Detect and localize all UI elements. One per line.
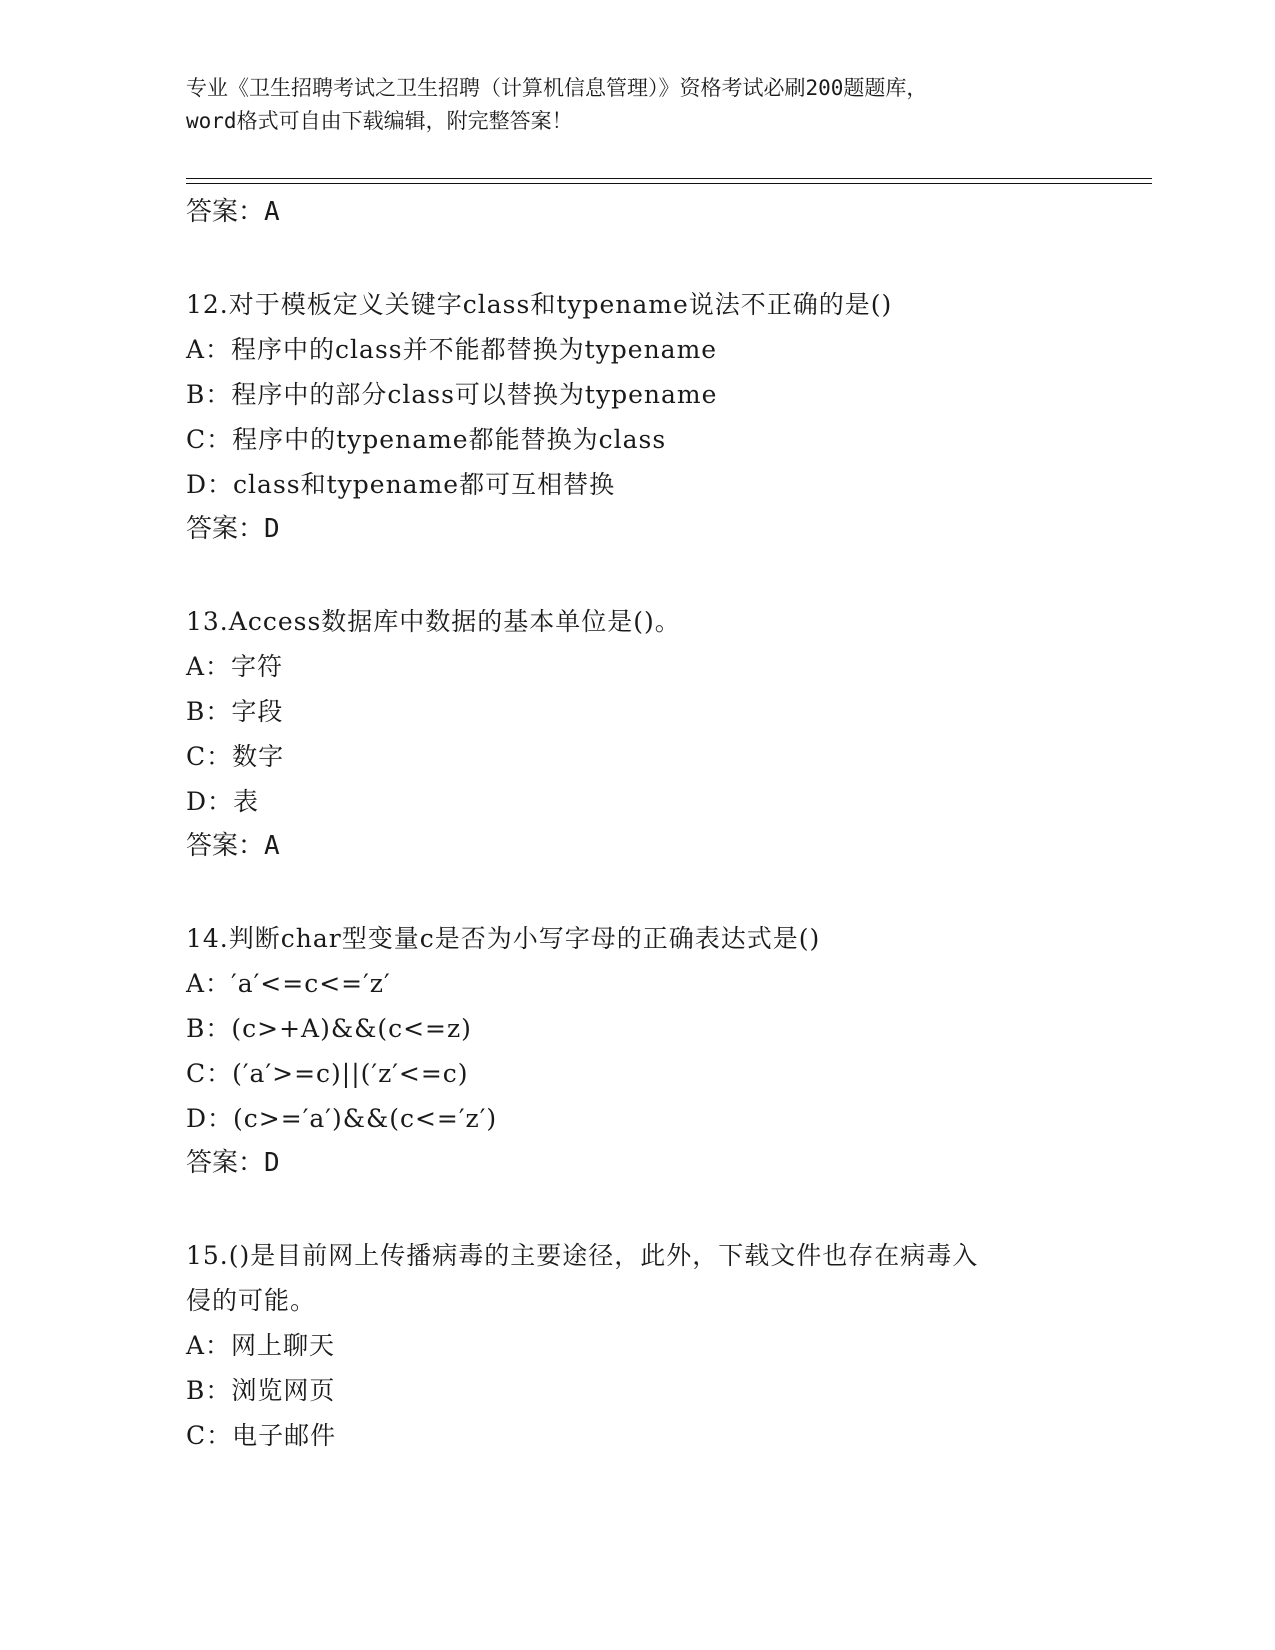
question-14 [186, 916, 1146, 1186]
option-c: C：数字 [186, 742, 285, 771]
question-12 [186, 282, 1146, 552]
previous-answer: 答案：A [186, 197, 280, 227]
option-d: D：(c>=′a′)&&(c<=′z′) [186, 1104, 498, 1133]
header-divider-bottom [186, 183, 1152, 184]
document-header [186, 72, 1106, 138]
option-a: A：字符 [186, 652, 284, 681]
option-c: C：程序中的typename都能替换为class [186, 425, 667, 454]
question-stem: 13.Access数据库中数据的基本单位是()。 [186, 607, 681, 636]
header-divider-top [186, 178, 1152, 179]
option-c: C：(′a′>=c)||(′z′<=c) [186, 1059, 469, 1088]
question-stem: 12.对于模板定义关键字class和typename说法不正确的是() [186, 290, 893, 319]
header-line-1: 专业《卫生招聘考试之卫生招聘（计算机信息管理）》资格考试必刷200题题库， [186, 76, 928, 100]
option-a: A：网上聊天 [186, 1331, 336, 1360]
option-b: B：字段 [186, 697, 284, 726]
question-stem: 14.判断char型变量c是否为小写字母的正确表达式是() [186, 924, 821, 953]
option-a: A：程序中的class并不能都替换为typename [186, 335, 718, 364]
option-d: D：表 [186, 787, 260, 816]
question-list [186, 190, 1146, 1458]
option-c: C：电子邮件 [186, 1421, 337, 1450]
answer: 答案：D [186, 514, 280, 544]
answer: 答案：D [186, 1148, 280, 1178]
header-line-2: word格式可自由下载编辑，附完整答案！ [186, 109, 573, 133]
option-d: D：class和typename都可互相替换 [186, 470, 616, 499]
option-b: B：程序中的部分class可以替换为typename [186, 380, 718, 409]
question-stem-line-1: 15.()是目前网上传播病毒的主要途径，此外，下载文件也存在病毒入 [186, 1241, 979, 1270]
option-a: A：′a′<=c<=′z′ [186, 969, 391, 998]
question-15 [186, 1233, 1146, 1458]
option-b: B：(c>+A)&&(c<=z) [186, 1014, 472, 1043]
question-stem-line-2: 侵的可能。 [186, 1286, 317, 1315]
answer: 答案：A [186, 831, 280, 861]
question-13 [186, 599, 1146, 869]
option-b: B：浏览网页 [186, 1376, 336, 1405]
